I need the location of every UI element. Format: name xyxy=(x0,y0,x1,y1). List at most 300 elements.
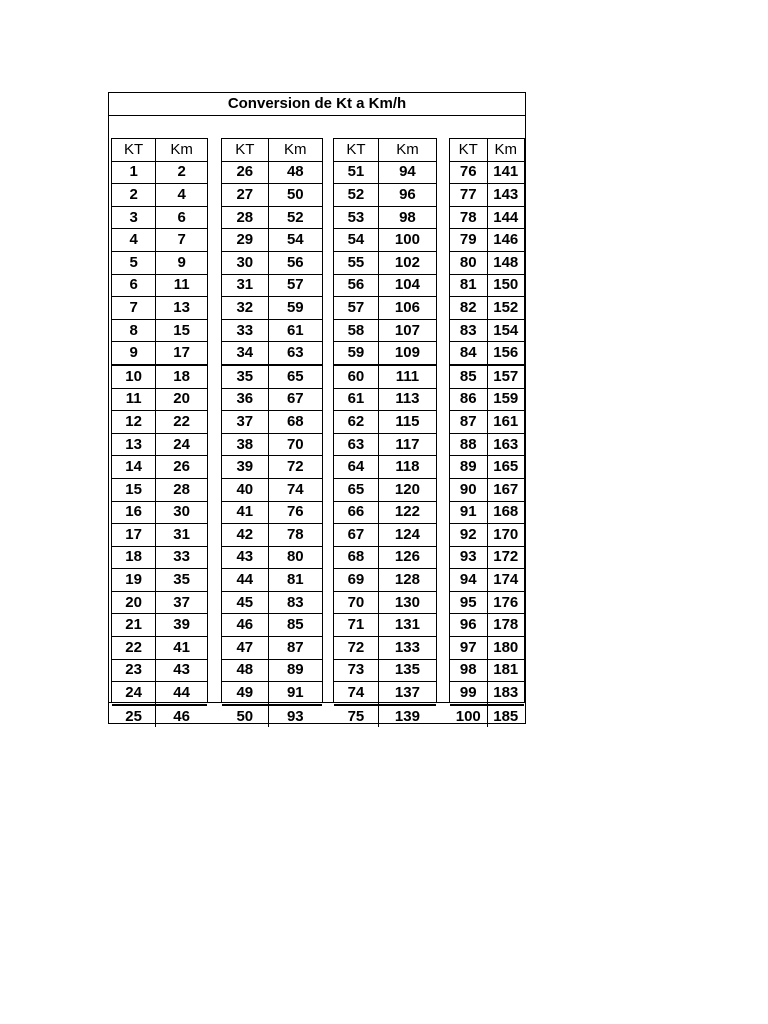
km-cell: 180 xyxy=(487,637,524,660)
kt-cell: 17 xyxy=(112,524,156,547)
table-row xyxy=(222,206,322,229)
kt-cell: 18 xyxy=(112,546,156,569)
table-row xyxy=(450,251,524,274)
km-cell: 102 xyxy=(378,251,436,274)
km-cell: 31 xyxy=(156,524,207,547)
table-row xyxy=(222,637,322,660)
kt-cell: 51 xyxy=(334,161,378,184)
table-row xyxy=(334,659,436,682)
table-row xyxy=(334,546,436,569)
km-cell: 131 xyxy=(378,614,436,637)
km-cell: 161 xyxy=(487,411,524,434)
kt-cell: 61 xyxy=(334,388,378,411)
km-cell: 126 xyxy=(378,546,436,569)
table-row xyxy=(450,161,524,184)
kt-cell: 59 xyxy=(334,342,378,365)
header-km: Km xyxy=(378,139,436,161)
km-cell: 57 xyxy=(268,274,322,297)
km-cell: 144 xyxy=(487,206,524,229)
kt-cell: 66 xyxy=(334,501,378,524)
kt-cell: 56 xyxy=(334,274,378,297)
km-cell: 52 xyxy=(268,206,322,229)
table-row xyxy=(334,411,436,434)
table-row xyxy=(222,501,322,524)
kt-cell: 93 xyxy=(450,546,487,569)
table-row xyxy=(112,705,207,728)
kt-cell: 69 xyxy=(334,569,378,592)
km-cell: 152 xyxy=(487,297,524,320)
km-cell: 159 xyxy=(487,388,524,411)
table-row xyxy=(334,297,436,320)
table-row xyxy=(450,546,524,569)
km-cell: 33 xyxy=(156,546,207,569)
table-row xyxy=(222,591,322,614)
table-header-row xyxy=(112,139,207,161)
table-row xyxy=(112,478,207,501)
header-kt: KT xyxy=(112,139,156,161)
kt-cell: 64 xyxy=(334,456,378,479)
table-row xyxy=(334,478,436,501)
kt-cell: 33 xyxy=(222,319,268,342)
table-row xyxy=(222,342,322,365)
table-row xyxy=(112,229,207,252)
km-cell: 118 xyxy=(378,456,436,479)
kt-cell: 15 xyxy=(112,478,156,501)
kt-cell: 98 xyxy=(450,659,487,682)
km-cell: 9 xyxy=(156,251,207,274)
kt-cell: 14 xyxy=(112,456,156,479)
km-cell: 143 xyxy=(487,184,524,207)
kt-cell: 81 xyxy=(450,274,487,297)
km-cell: 35 xyxy=(156,569,207,592)
kt-cell: 16 xyxy=(112,501,156,524)
kt-cell: 49 xyxy=(222,682,268,705)
table-row xyxy=(450,319,524,342)
kt-cell: 11 xyxy=(112,388,156,411)
kt-cell: 60 xyxy=(334,365,378,388)
table-row xyxy=(112,184,207,207)
conversion-table xyxy=(222,139,322,727)
table-row xyxy=(450,569,524,592)
kt-cell: 62 xyxy=(334,411,378,434)
km-cell: 76 xyxy=(268,501,322,524)
table-row xyxy=(334,319,436,342)
kt-cell: 4 xyxy=(112,229,156,252)
table-row xyxy=(222,456,322,479)
km-cell: 98 xyxy=(378,206,436,229)
kt-cell: 76 xyxy=(450,161,487,184)
table-row xyxy=(112,456,207,479)
km-cell: 156 xyxy=(487,342,524,365)
table-header-row xyxy=(222,139,322,161)
km-cell: 163 xyxy=(487,433,524,456)
km-cell: 154 xyxy=(487,319,524,342)
km-cell: 157 xyxy=(487,365,524,388)
km-cell: 37 xyxy=(156,591,207,614)
table-row xyxy=(334,569,436,592)
km-cell: 91 xyxy=(268,682,322,705)
kt-cell: 74 xyxy=(334,682,378,705)
kt-cell: 47 xyxy=(222,637,268,660)
km-cell: 181 xyxy=(487,659,524,682)
km-cell: 44 xyxy=(156,682,207,705)
kt-cell: 95 xyxy=(450,591,487,614)
table-row xyxy=(222,229,322,252)
kt-cell: 20 xyxy=(112,591,156,614)
table-row xyxy=(112,161,207,184)
table-row xyxy=(334,251,436,274)
table-row xyxy=(334,456,436,479)
table-row xyxy=(112,365,207,388)
kt-cell: 65 xyxy=(334,478,378,501)
kt-cell: 7 xyxy=(112,297,156,320)
table-row xyxy=(222,524,322,547)
header-km: Km xyxy=(268,139,322,161)
conversion-table xyxy=(334,139,436,727)
table-row xyxy=(334,229,436,252)
table-row xyxy=(334,501,436,524)
km-cell: 93 xyxy=(286,707,304,725)
km-cell: 100 xyxy=(378,229,436,252)
km-cell: 72 xyxy=(268,456,322,479)
km-cell: 94 xyxy=(378,161,436,184)
km-cell: 111 xyxy=(378,365,436,388)
table-row xyxy=(112,524,207,547)
km-cell: 22 xyxy=(156,411,207,434)
kt-cell: 87 xyxy=(450,411,487,434)
kt-cell: 84 xyxy=(450,342,487,365)
table-row xyxy=(222,365,322,388)
km-cell: 148 xyxy=(487,251,524,274)
table-row xyxy=(450,614,524,637)
kt-cell: 90 xyxy=(450,478,487,501)
km-cell: 165 xyxy=(487,456,524,479)
table-row xyxy=(450,524,524,547)
km-cell: 26 xyxy=(156,456,207,479)
table-row xyxy=(112,433,207,456)
kt-cell: 30 xyxy=(222,251,268,274)
header-kt: KT xyxy=(334,139,378,161)
km-cell: 124 xyxy=(378,524,436,547)
km-cell: 87 xyxy=(268,637,322,660)
km-cell: 106 xyxy=(378,297,436,320)
kt-cell: 54 xyxy=(334,229,378,252)
kt-cell: 39 xyxy=(222,456,268,479)
table-row xyxy=(222,319,322,342)
table-row xyxy=(222,184,322,207)
kt-cell: 50 xyxy=(222,705,268,728)
kt-cell: 52 xyxy=(334,184,378,207)
table-row xyxy=(450,229,524,252)
table-row xyxy=(334,342,436,365)
km-cell: 41 xyxy=(156,637,207,660)
table-row xyxy=(112,297,207,320)
km-cell: 18 xyxy=(156,365,207,388)
table-row xyxy=(112,251,207,274)
table-row xyxy=(450,297,524,320)
kt-cell: 3 xyxy=(112,206,156,229)
km-cell: 20 xyxy=(156,388,207,411)
km-cell: 56 xyxy=(268,251,322,274)
kt-cell: 89 xyxy=(450,456,487,479)
table-row xyxy=(222,546,322,569)
kt-cell: 80 xyxy=(450,251,487,274)
km-cell: 128 xyxy=(378,569,436,592)
km-cell: 61 xyxy=(268,319,322,342)
kt-cell: 31 xyxy=(222,274,268,297)
table-row xyxy=(222,614,322,637)
table-row xyxy=(450,365,524,388)
table-row xyxy=(334,184,436,207)
table-row xyxy=(112,206,207,229)
km-cell: 50 xyxy=(268,184,322,207)
kt-cell: 70 xyxy=(334,591,378,614)
km-cell: 15 xyxy=(156,319,207,342)
table-row xyxy=(334,591,436,614)
km-cell: 28 xyxy=(156,478,207,501)
kt-cell: 26 xyxy=(222,161,268,184)
table-row xyxy=(450,659,524,682)
table-row xyxy=(334,274,436,297)
km-cell: 30 xyxy=(156,501,207,524)
table-row xyxy=(222,161,322,184)
kt-cell: 38 xyxy=(222,433,268,456)
table-row xyxy=(222,478,322,501)
table-row xyxy=(450,184,524,207)
table-row xyxy=(450,501,524,524)
km-cell: 89 xyxy=(268,659,322,682)
km-cell: 133 xyxy=(378,637,436,660)
table-row xyxy=(222,411,322,434)
kt-cell: 72 xyxy=(334,637,378,660)
km-cell: 172 xyxy=(487,546,524,569)
table-row xyxy=(112,659,207,682)
table-row xyxy=(334,206,436,229)
kt-cell: 97 xyxy=(450,637,487,660)
table-row xyxy=(450,591,524,614)
table-row xyxy=(450,456,524,479)
kt-cell: 32 xyxy=(222,297,268,320)
km-cell: 146 xyxy=(487,229,524,252)
table-row xyxy=(222,659,322,682)
table-row xyxy=(112,388,207,411)
table-row xyxy=(450,433,524,456)
table-row xyxy=(334,705,436,728)
kt-cell: 88 xyxy=(450,433,487,456)
kt-cell: 2 xyxy=(112,184,156,207)
header-km: Km xyxy=(156,139,207,161)
kt-cell: 6 xyxy=(112,274,156,297)
conversion-table xyxy=(112,139,207,727)
table-row xyxy=(334,614,436,637)
kt-cell: 21 xyxy=(112,614,156,637)
table-row xyxy=(334,365,436,388)
km-cell: 59 xyxy=(268,297,322,320)
km-cell: 141 xyxy=(487,161,524,184)
kt-cell: 8 xyxy=(112,319,156,342)
table-row xyxy=(450,274,524,297)
footer-divider xyxy=(109,702,525,703)
km-cell: 17 xyxy=(156,342,207,365)
kt-cell: 25 xyxy=(112,705,156,728)
table-row xyxy=(112,319,207,342)
table-row xyxy=(222,297,322,320)
km-cell: 78 xyxy=(268,524,322,547)
table-row xyxy=(334,524,436,547)
km-cell: 7 xyxy=(156,229,207,252)
kt-cell: 12 xyxy=(112,411,156,434)
km-cell: 137 xyxy=(378,682,436,705)
table-row xyxy=(450,388,524,411)
km-cell: 150 xyxy=(487,274,524,297)
km-cell: 109 xyxy=(378,342,436,365)
table-row xyxy=(222,433,322,456)
kt-cell: 1 xyxy=(112,161,156,184)
km-cell: 96 xyxy=(378,184,436,207)
km-cell: 174 xyxy=(487,569,524,592)
kt-cell: 10 xyxy=(112,365,156,388)
kt-cell: 71 xyxy=(334,614,378,637)
kt-cell: 73 xyxy=(334,659,378,682)
kt-cell: 46 xyxy=(222,614,268,637)
kt-cell: 24 xyxy=(112,682,156,705)
kt-cell: 55 xyxy=(334,251,378,274)
kt-cell: 79 xyxy=(450,229,487,252)
table-row xyxy=(334,433,436,456)
kt-cell: 43 xyxy=(222,546,268,569)
km-cell: 13 xyxy=(156,297,207,320)
kt-cell: 19 xyxy=(112,569,156,592)
km-cell: 167 xyxy=(487,478,524,501)
kt-cell: 36 xyxy=(222,388,268,411)
table-row xyxy=(334,388,436,411)
table-row xyxy=(334,161,436,184)
table-row xyxy=(222,274,322,297)
table-row xyxy=(450,637,524,660)
table-row xyxy=(112,591,207,614)
kt-cell: 82 xyxy=(450,297,487,320)
kt-cell: 37 xyxy=(222,411,268,434)
km-cell: 122 xyxy=(378,501,436,524)
km-cell: 39 xyxy=(156,614,207,637)
table-row xyxy=(112,569,207,592)
header-km: Km xyxy=(487,139,524,161)
sheet-title: Conversion de Kt a Km/h xyxy=(109,93,525,116)
km-cell: 4 xyxy=(156,184,207,207)
km-cell: 48 xyxy=(268,161,322,184)
table-row xyxy=(112,411,207,434)
kt-cell: 78 xyxy=(450,206,487,229)
km-cell: 67 xyxy=(268,388,322,411)
kt-cell: 13 xyxy=(112,433,156,456)
kt-cell: 48 xyxy=(222,659,268,682)
kt-cell: 67 xyxy=(334,524,378,547)
table-row xyxy=(450,206,524,229)
table-row xyxy=(450,705,524,728)
table-column-4 xyxy=(449,138,525,725)
table-row xyxy=(222,251,322,274)
kt-cell: 96 xyxy=(450,614,487,637)
table-header-row xyxy=(334,139,436,161)
km-cell: 113 xyxy=(378,388,436,411)
table-row xyxy=(112,342,207,365)
table-column-2 xyxy=(221,138,323,725)
table-row xyxy=(112,274,207,297)
km-cell: 6 xyxy=(156,206,207,229)
km-cell: 65 xyxy=(268,365,322,388)
header-kt: KT xyxy=(222,139,268,161)
kt-cell: 45 xyxy=(222,591,268,614)
kt-cell: 94 xyxy=(450,569,487,592)
kt-cell: 100 xyxy=(450,705,487,728)
km-cell: 178 xyxy=(487,614,524,637)
table-row xyxy=(112,637,207,660)
kt-cell: 53 xyxy=(334,206,378,229)
km-cell: 85 xyxy=(268,614,322,637)
table-row xyxy=(450,478,524,501)
table-column-3 xyxy=(333,138,437,725)
kt-cell: 41 xyxy=(222,501,268,524)
km-cell: 70 xyxy=(268,433,322,456)
table-row xyxy=(112,546,207,569)
kt-cell: 92 xyxy=(450,524,487,547)
table-column-1 xyxy=(111,138,208,725)
km-cell: 183 xyxy=(487,682,524,705)
kt-cell: 99 xyxy=(450,682,487,705)
table-row xyxy=(334,637,436,660)
table-row xyxy=(222,569,322,592)
km-cell: 2 xyxy=(156,161,207,184)
km-cell: 139 xyxy=(394,707,420,725)
km-cell: 68 xyxy=(268,411,322,434)
km-cell: 74 xyxy=(268,478,322,501)
table-row xyxy=(222,388,322,411)
km-cell: 81 xyxy=(268,569,322,592)
kt-cell: 75 xyxy=(334,705,378,728)
km-cell: 43 xyxy=(156,659,207,682)
conversion-table xyxy=(450,139,524,727)
table-row xyxy=(222,705,322,728)
blank-row xyxy=(109,116,525,138)
km-cell: 107 xyxy=(378,319,436,342)
kt-cell: 40 xyxy=(222,478,268,501)
kt-cell: 77 xyxy=(450,184,487,207)
km-cell: 135 xyxy=(378,659,436,682)
kt-cell: 58 xyxy=(334,319,378,342)
kt-cell: 86 xyxy=(450,388,487,411)
km-cell: 120 xyxy=(378,478,436,501)
km-cell: 11 xyxy=(156,274,207,297)
km-cell: 115 xyxy=(378,411,436,434)
table-row xyxy=(450,411,524,434)
conversion-sheet xyxy=(108,92,526,724)
kt-cell: 91 xyxy=(450,501,487,524)
kt-cell: 68 xyxy=(334,546,378,569)
kt-cell: 27 xyxy=(222,184,268,207)
table-row xyxy=(450,342,524,365)
kt-cell: 85 xyxy=(450,365,487,388)
header-kt: KT xyxy=(450,139,487,161)
table-row xyxy=(112,501,207,524)
kt-cell: 5 xyxy=(112,251,156,274)
kt-cell: 42 xyxy=(222,524,268,547)
km-cell: 24 xyxy=(156,433,207,456)
km-cell: 130 xyxy=(378,591,436,614)
km-cell: 80 xyxy=(268,546,322,569)
km-cell: 104 xyxy=(378,274,436,297)
km-cell: 83 xyxy=(268,591,322,614)
kt-cell: 57 xyxy=(334,297,378,320)
